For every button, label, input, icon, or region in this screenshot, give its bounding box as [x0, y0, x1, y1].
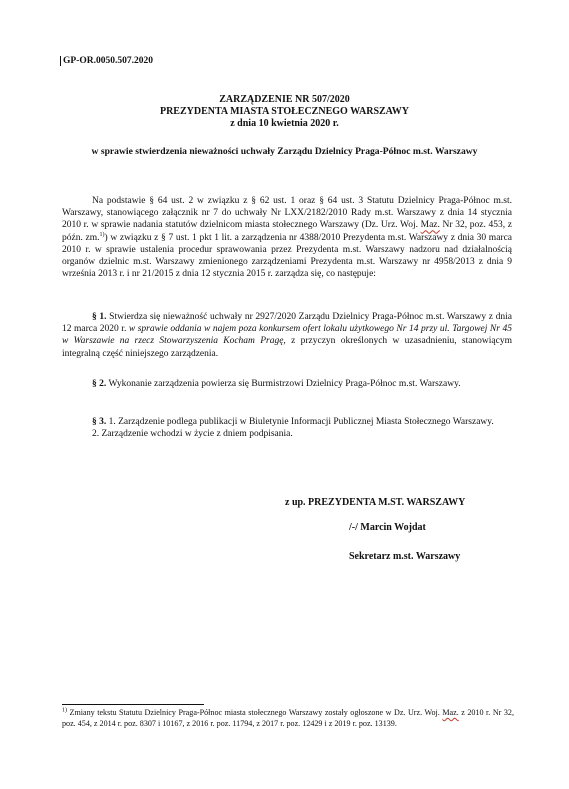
- preamble-maz: Maz.: [420, 220, 440, 231]
- date-line: z dnia 10 kwietnia 2020 r.: [230, 118, 339, 129]
- section-3-item-2: 2. Zarządzenie wchodzi w życie z dniem podpisania.: [92, 429, 293, 440]
- section-1-label: § 1.: [92, 312, 107, 322]
- signature-title: Sekretarz m.st. Warszawy: [349, 551, 461, 562]
- preamble-paragraph: [62, 195, 512, 280]
- signature-name: /-/ Marcin Wojdat: [349, 522, 426, 533]
- section-2-text: Wykonanie zarządzenia powierza się Burmistrzowi Dzielnicy Praga-Północ m.st. Warszawy.: [106, 379, 461, 389]
- section-3-item-1: 1. Zarządzenie podlega publikacji w Biuletynie Informacji Publicznej Miasta Stołecznego Warszawy.: [106, 417, 494, 427]
- footnote-text-1: Zmiany tekstu Statutu Dzielnicy Praga-Północ miasta stołecznego Warszawy zostały ogłoszone w Dz. Urz. Woj.: [67, 708, 443, 717]
- signature-authority: z up. PREZYDENTA M.ST. WARSZAWY: [285, 497, 466, 508]
- subject-line: w sprawie stwierdzenia nieważności uchwały Zarządu Dzielnicy Praga-Północ m.st. Warszawy: [91, 146, 478, 157]
- footnote-reference: 1): [99, 231, 105, 238]
- section-1-text-1: Stwierdza się nieważność uchwały nr 2927/2020 Zarządu Dzielnicy Praga-Północ m.st. Warszawy z dnia 12 marca 2020 r.: [62, 312, 512, 335]
- title-line-2: PREZYDENTA MIASTA STOŁECZNEGO WARSZAWY: [159, 106, 410, 117]
- section-2-paragraph: [62, 378, 512, 390]
- section-2-label: § 2.: [92, 379, 107, 389]
- section-1-paragraph: [62, 311, 512, 360]
- footnote-text-2: z 2010 r. Nr 32, poz. 454, z 2014 r. poz. 8307 i 10167, z 2016 r. poz. 11794, z 2017 r. poz. 12429 i z 2019 r. poz. 13139.: [62, 708, 515, 728]
- section-3-paragraph: [62, 416, 512, 440]
- section-1-italic: w sprawie oddania w najem poza konkursem ofert lokalu użytkowego Nr 14 przy ul. Targowej Nr 45 w Warszawie na rzecz Stowarzyszenia Kocham Pragę,: [62, 324, 513, 347]
- footnote: [62, 708, 514, 729]
- preamble-text-2: Nr 32, poz. 453, z późn. zm.: [62, 220, 512, 243]
- preamble-text-3: ) w związku z § 7 ust. 1 pkt 1 lit. a zarządzenia nr 4388/2010 Prezydenta m.st. Warszawy z dnia 30 marca 2010 r. w sprawie ustalenia procedur sprawowania przez Prezydenta m.st. Warszawy nadzoru nad działalnością organów dzielnic m.st. Warszawy zmienionego zarządzeniami Prezydenta m.st. Warszawy nr 4958/2013 z dnia 9 września 2013 r. i nr 21/2015 z dnia 12 stycznia 2015 r. zarządza się, co następuje:: [62, 232, 513, 280]
- section-1-text-2: z przyczyn określonych w uzasadnieniu, stanowiącym integralną część niniejszego zarządzenia.: [62, 336, 513, 359]
- section-3-label: § 3.: [92, 417, 107, 427]
- footnote-marker: 1): [62, 707, 67, 714]
- title-line-1: ZARZĄDZENIE NR 507/2020: [219, 94, 350, 105]
- reference-number: GP-OR.0050.507.2020: [60, 56, 153, 66]
- footnote-maz: Maz.: [442, 708, 459, 717]
- preamble-text-1: Na podstawie § 64 ust. 2 w związku z § 62 ust. 1 oraz § 64 ust. 3 Statutu Dzielnicy Praga-Północ m.st. Warszawy, stanowiącego załącznik nr 7 do uchwały Nr LXX/2182/2010 Rady m.st. Warszawy z dnia 14 stycznia 2010 r. w sprawie nadania statutów dzielnicom miasta stołecznego Warszawy (Dz. Urz. Woj.: [62, 196, 512, 231]
- footnote-separator: [62, 704, 204, 705]
